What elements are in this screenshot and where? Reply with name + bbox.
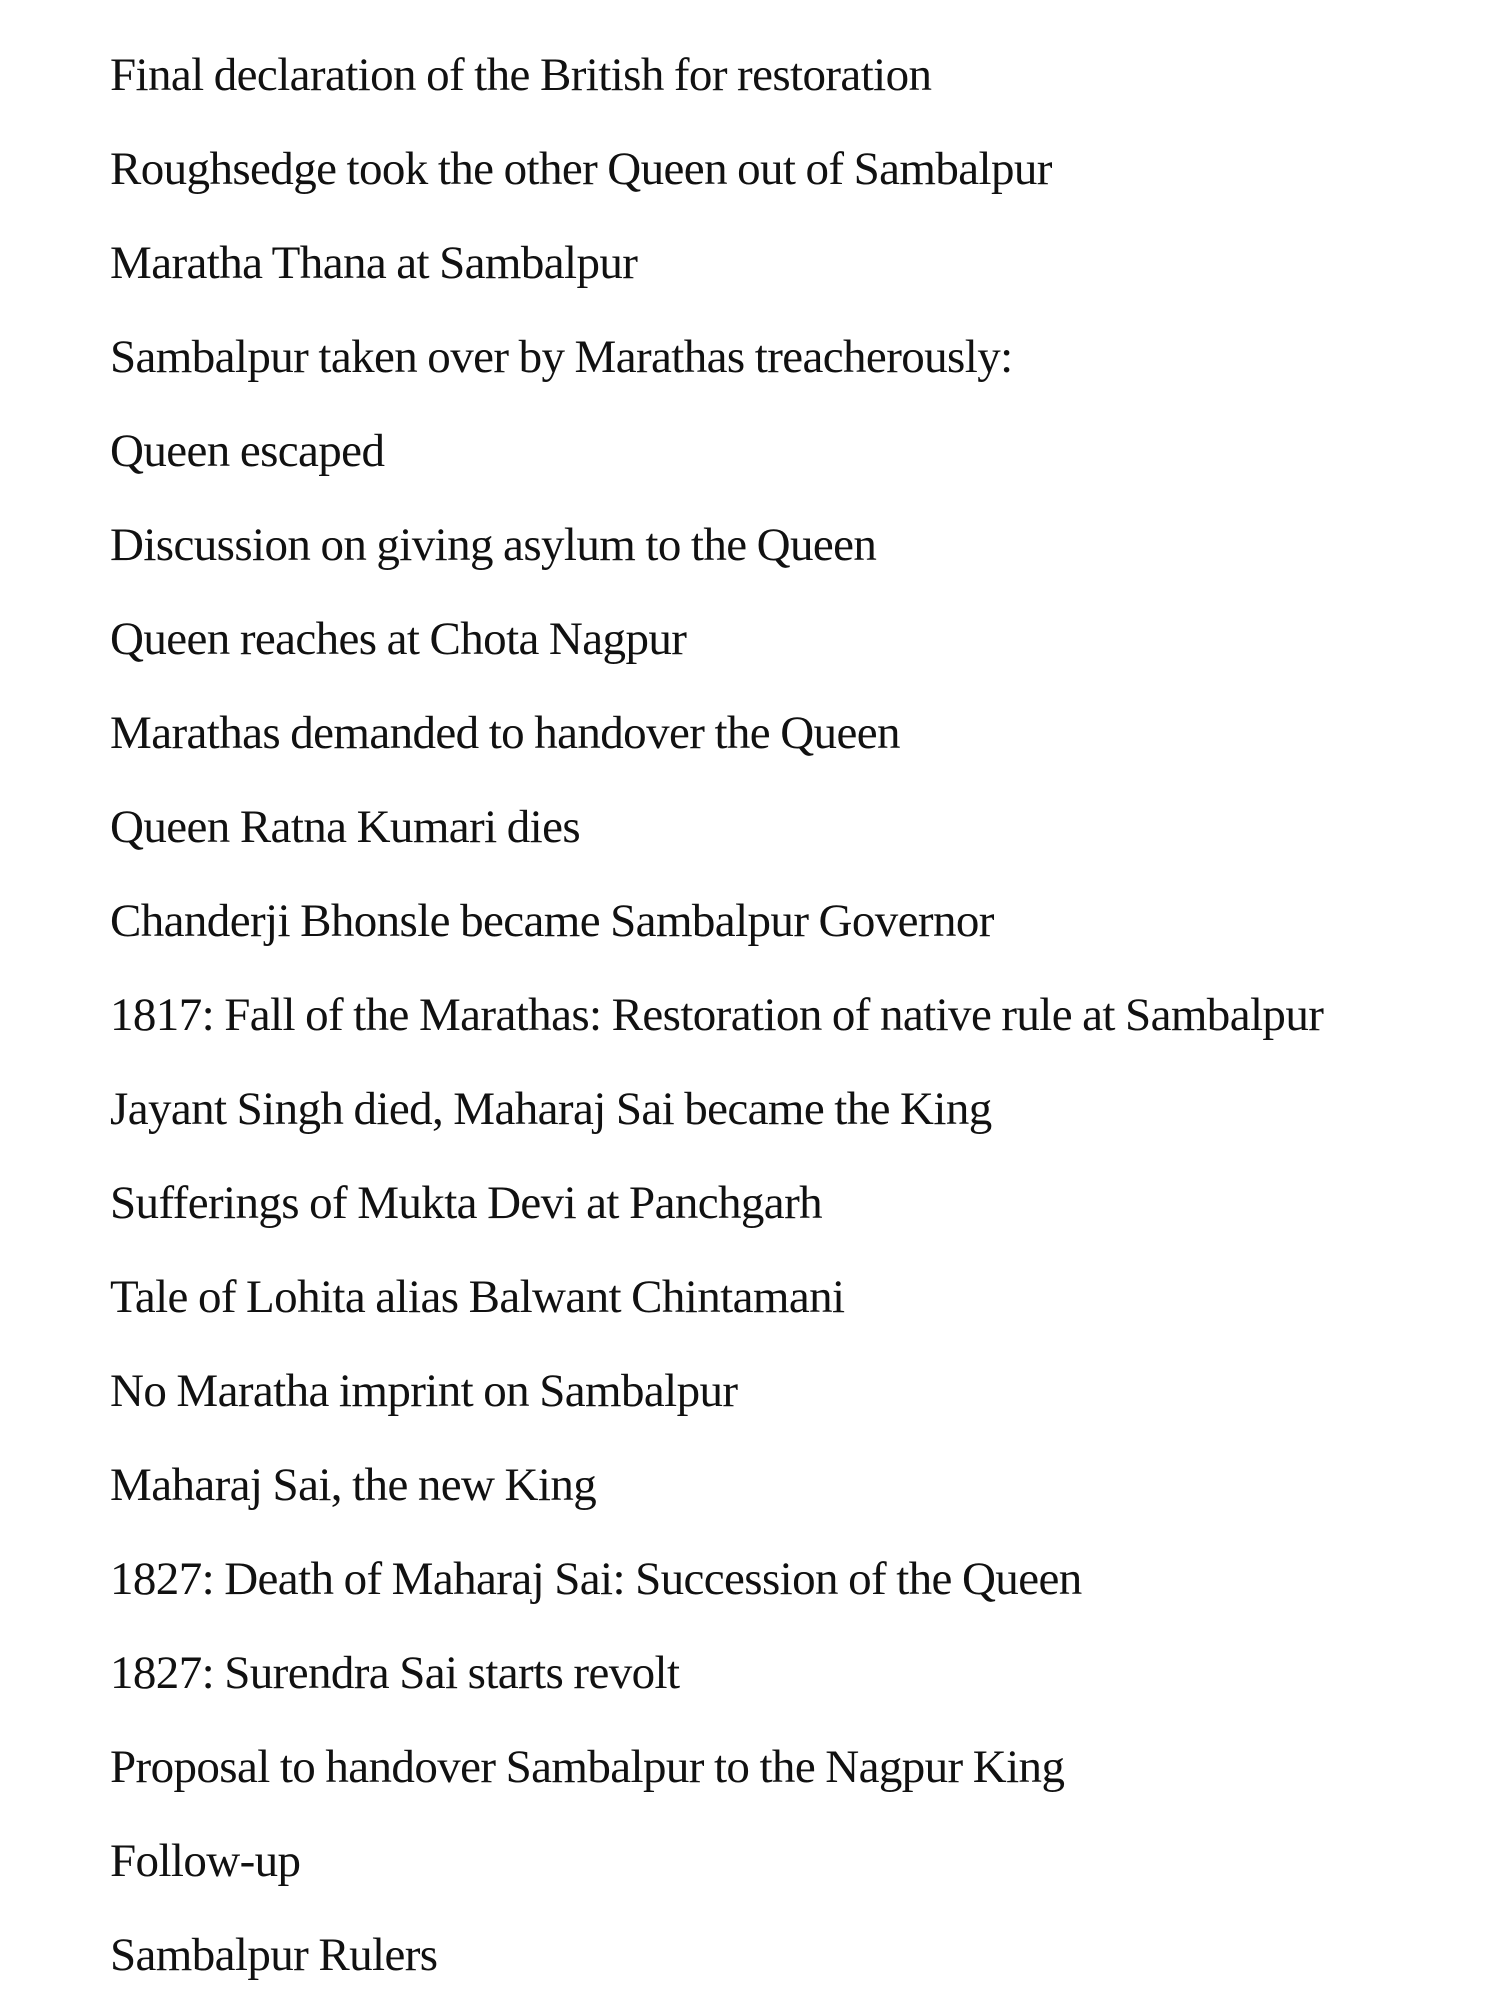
toc-entry: Queen escaped [110,425,385,477]
toc-entry: Final declaration of the British for restoration [110,49,932,101]
toc-entry: Discussion on giving asylum to the Queen [110,519,877,571]
toc-entry: Tale of Lohita alias Balwant Chintamani [110,1271,845,1323]
toc-entry: 1817: Fall of the Marathas: Restoration of native rule at Sambalpur [110,989,1324,1041]
toc-entry: Follow-up [110,1835,301,1887]
toc-entry: Sambalpur taken over by Marathas treacherously: [110,331,1013,383]
toc-entry: Sambalpur Rulers [110,1929,438,1981]
toc-entry: 1827: Surendra Sai starts revolt [110,1647,680,1699]
toc-entry: Marathas demanded to handover the Queen [110,707,900,759]
toc-entry: Maharaj Sai, the new King [110,1459,597,1511]
toc-entry: Roughsedge took the other Queen out of Sambalpur [110,143,1052,195]
toc-entry: Chanderji Bhonsle became Sambalpur Governor [110,895,994,947]
toc-list [110,28,1490,2002]
toc-entry: Sufferings of Mukta Devi at Panchgarh [110,1177,823,1229]
toc-entry: Queen Ratna Kumari dies [110,801,581,853]
toc-entry: Maratha Thana at Sambalpur [110,237,638,289]
toc-entry: 1827: Death of Maharaj Sai: Succession of the Queen [110,1553,1082,1605]
toc-entry: Jayant Singh died, Maharaj Sai became the King [110,1083,992,1135]
toc-entry: No Maratha imprint on Sambalpur [110,1365,738,1417]
toc-entry: Proposal to handover Sambalpur to the Nagpur King [110,1741,1065,1793]
toc-entry: Queen reaches at Chota Nagpur [110,613,687,665]
